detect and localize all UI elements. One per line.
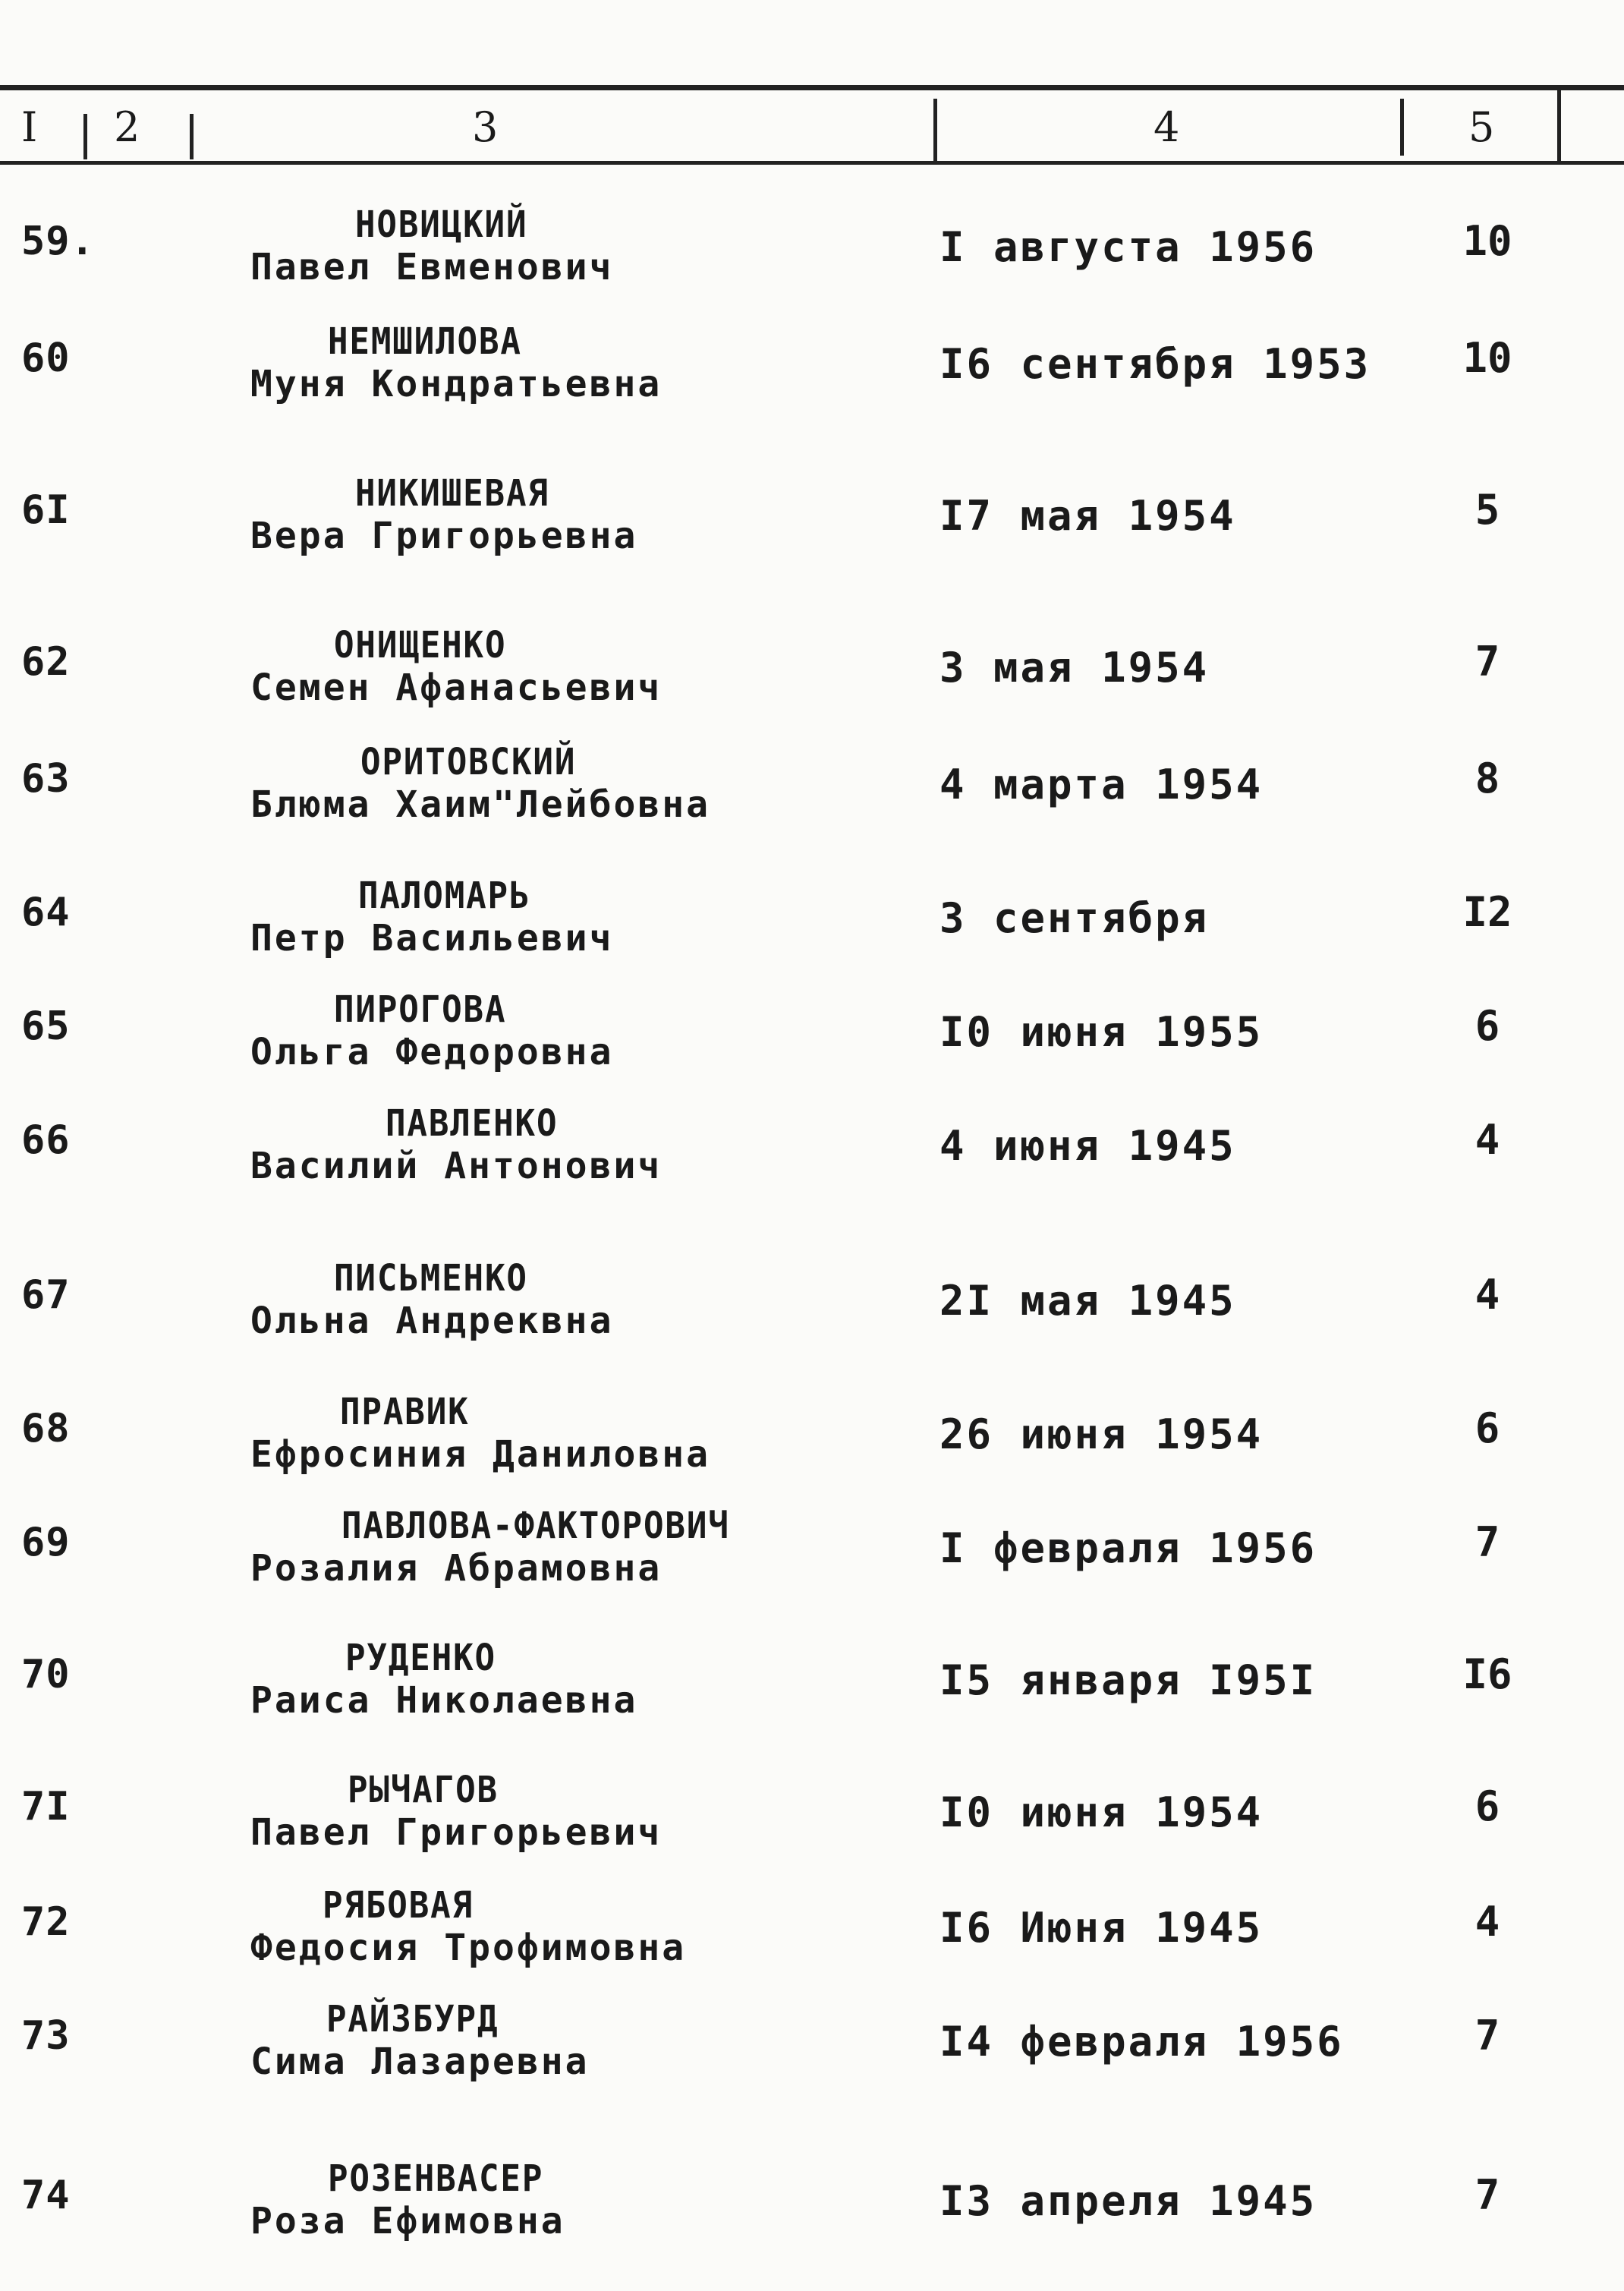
table-row bbox=[0, 472, 1624, 578]
table-row bbox=[0, 624, 1624, 730]
count: 7 bbox=[1475, 638, 1500, 685]
column-separator bbox=[933, 99, 937, 161]
given-name: Раиса Николаевна bbox=[250, 1679, 638, 1722]
given-name: Блюма Хаим"Лейбовна bbox=[250, 783, 711, 826]
row-number: 67 bbox=[21, 1272, 71, 1318]
count: 10 bbox=[1462, 334, 1512, 382]
column-separator bbox=[1557, 90, 1561, 161]
date: I6 сентября 1953 bbox=[939, 340, 1371, 388]
table-row bbox=[0, 1998, 1624, 2104]
table-row bbox=[0, 2157, 1624, 2264]
date: I3 апреля 1945 bbox=[939, 2177, 1317, 2225]
count: 6 bbox=[1475, 1782, 1500, 1830]
date: I0 июня 1954 bbox=[939, 1788, 1264, 1836]
row-number: 59. bbox=[21, 219, 95, 264]
count: 7 bbox=[1475, 2171, 1500, 2219]
surname: ПИСЬМЕНКО bbox=[334, 1257, 528, 1300]
given-name: Розалия Абрамовна bbox=[250, 1547, 663, 1590]
count: 6 bbox=[1475, 1002, 1500, 1050]
table-row bbox=[0, 741, 1624, 847]
header-bottom-rule bbox=[0, 161, 1624, 165]
count: 4 bbox=[1475, 1116, 1500, 1164]
table-row bbox=[0, 203, 1624, 310]
column-separator bbox=[83, 114, 87, 159]
count: 10 bbox=[1462, 217, 1512, 265]
surname: ОНИЩЕНКО bbox=[334, 624, 507, 667]
date: 3 сентября bbox=[939, 894, 1210, 942]
given-name: Ольна Андреквна bbox=[250, 1300, 614, 1342]
date: 4 марта 1954 bbox=[939, 761, 1264, 808]
row-number: 66 bbox=[21, 1117, 71, 1163]
table-row bbox=[0, 1637, 1624, 1743]
row-number: 7I bbox=[21, 1784, 71, 1829]
surname: ПРАВИК bbox=[340, 1391, 470, 1433]
surname: РЯБОВАЯ bbox=[323, 1884, 474, 1927]
row-number: 60 bbox=[21, 336, 71, 381]
row-number: 72 bbox=[21, 1899, 71, 1945]
given-name: Петр Васильевич bbox=[250, 917, 614, 960]
column-number: 4 bbox=[1153, 103, 1180, 151]
date: I5 января I95I bbox=[939, 1656, 1317, 1704]
count: I6 bbox=[1462, 1650, 1512, 1698]
row-number: 63 bbox=[21, 756, 71, 802]
surname: РУДЕНКО bbox=[345, 1637, 496, 1679]
date: 26 июня 1954 bbox=[939, 1410, 1264, 1458]
date: 4 июня 1945 bbox=[939, 1122, 1236, 1170]
table-row bbox=[0, 1391, 1624, 1497]
given-name: Семен Афанасьевич bbox=[250, 667, 663, 709]
row-number: 73 bbox=[21, 2013, 71, 2059]
given-name: Роза Ефимовна bbox=[250, 2200, 565, 2242]
table-row bbox=[0, 874, 1624, 981]
surname: ПИРОГОВА bbox=[334, 988, 507, 1031]
count: 7 bbox=[1475, 2012, 1500, 2059]
row-number: 62 bbox=[21, 639, 71, 685]
count: 6 bbox=[1475, 1404, 1500, 1452]
row-number: 6I bbox=[21, 487, 71, 533]
row-number: 65 bbox=[21, 1004, 71, 1049]
given-name: Вера Григорьевна bbox=[250, 515, 638, 557]
surname: ОРИТОВСКИЙ bbox=[360, 741, 577, 783]
date: I7 мая 1954 bbox=[939, 492, 1236, 540]
count: 4 bbox=[1475, 1898, 1500, 1946]
column-number: 2 bbox=[114, 103, 140, 151]
row-number: 69 bbox=[21, 1520, 71, 1565]
count: 4 bbox=[1475, 1271, 1500, 1319]
given-name: Василий Антонович bbox=[250, 1145, 663, 1187]
surname: НИКИШЕВАЯ bbox=[355, 472, 549, 515]
column-separator bbox=[1400, 99, 1404, 156]
date: 2I мая 1945 bbox=[939, 1277, 1236, 1325]
given-name: Ефросиния Даниловна bbox=[250, 1433, 711, 1476]
count: 7 bbox=[1475, 1518, 1500, 1566]
header-top-rule bbox=[0, 85, 1624, 90]
row-number: 64 bbox=[21, 890, 71, 935]
given-name: Павел Евменович bbox=[250, 246, 614, 288]
column-separator bbox=[190, 114, 194, 159]
surname: РАЙЗБУРД bbox=[326, 1998, 499, 2040]
count: 8 bbox=[1475, 755, 1500, 802]
date: I0 июня 1955 bbox=[939, 1008, 1264, 1056]
given-name: Ольга Федоровна bbox=[250, 1031, 614, 1073]
row-number: 70 bbox=[21, 1652, 71, 1697]
table-row bbox=[0, 1102, 1624, 1209]
row-number: 74 bbox=[21, 2173, 71, 2218]
date: I августа 1956 bbox=[939, 223, 1317, 271]
table-row bbox=[0, 320, 1624, 427]
date: 3 мая 1954 bbox=[939, 644, 1210, 692]
date: I февраля 1956 bbox=[939, 1524, 1317, 1572]
given-name: Федосия Трофимовна bbox=[250, 1927, 687, 1969]
table-row bbox=[0, 1257, 1624, 1363]
table-row bbox=[0, 1884, 1624, 1990]
given-name: Павел Григорьевич bbox=[250, 1811, 663, 1854]
table-row bbox=[0, 988, 1624, 1095]
given-name: Сима Лазаревна bbox=[250, 2040, 590, 2083]
given-name: Муня Кондратьевна bbox=[250, 363, 663, 405]
table-row bbox=[0, 1769, 1624, 1875]
count: 5 bbox=[1475, 486, 1500, 534]
column-number: 3 bbox=[472, 103, 499, 151]
table-row bbox=[0, 1505, 1624, 1611]
surname: НОВИЦКИЙ bbox=[355, 203, 528, 246]
column-number: I bbox=[21, 103, 38, 151]
date: I6 Июня 1945 bbox=[939, 1904, 1264, 1952]
surname: ПАВЛЕНКО bbox=[386, 1102, 559, 1145]
surname: ПАВЛОВА-ФАКТОРОВИЧ bbox=[341, 1505, 730, 1547]
date: I4 февраля 1956 bbox=[939, 2018, 1344, 2066]
row-number: 68 bbox=[21, 1406, 71, 1451]
surname: ПАЛОМАРЬ bbox=[358, 874, 531, 917]
surname: РОЗЕНВАСЕР bbox=[328, 2157, 544, 2200]
surname: НЕМШИЛОВА bbox=[328, 320, 522, 363]
surname: РЫЧАГОВ bbox=[348, 1769, 499, 1811]
count: I2 bbox=[1462, 888, 1512, 936]
column-number: 5 bbox=[1468, 103, 1495, 151]
